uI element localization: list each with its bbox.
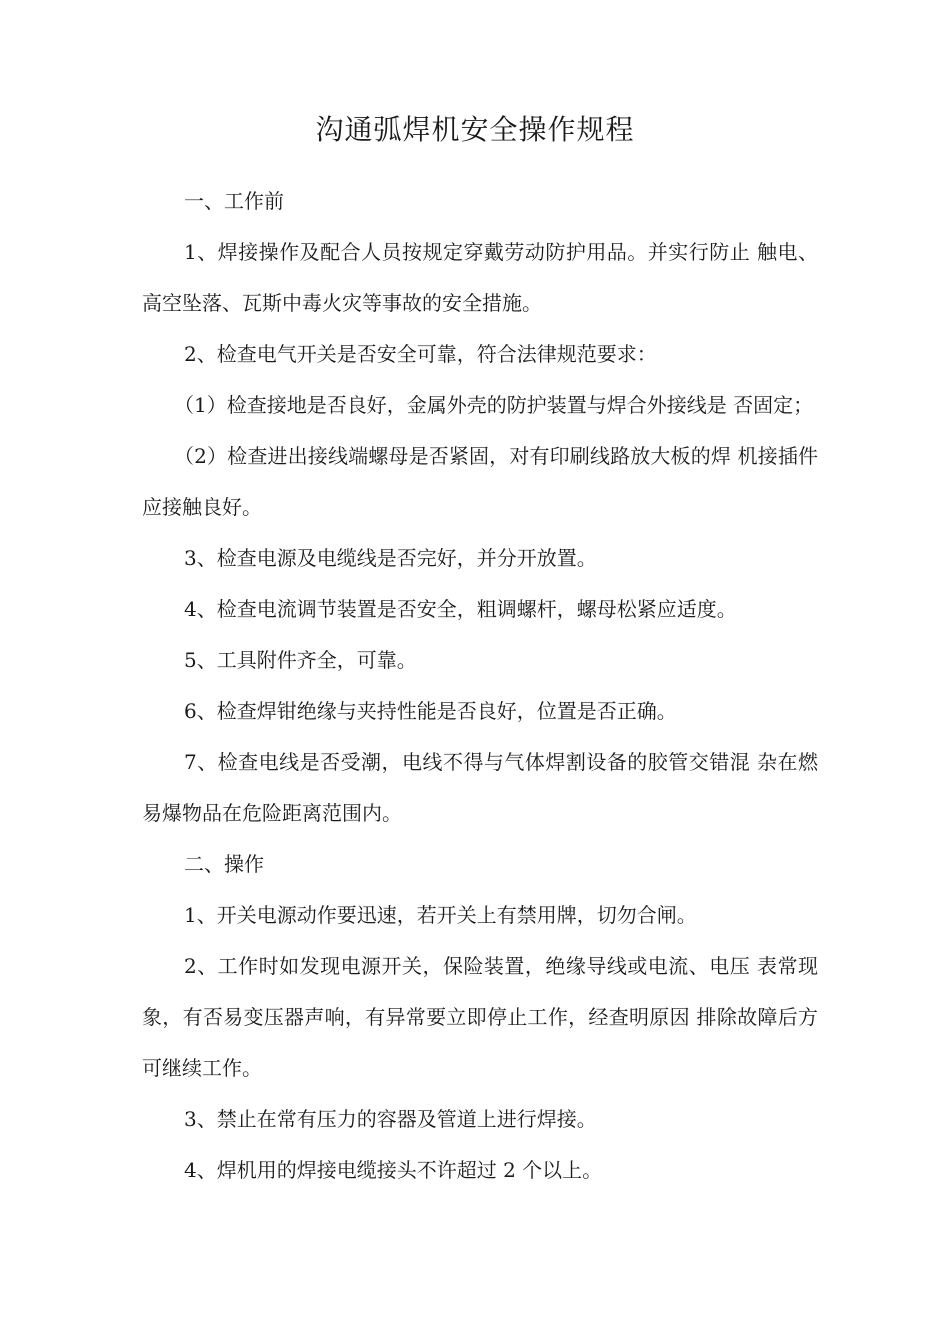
page-title: 沟通弧焊机安全操作规程 (315, 113, 635, 146)
section-heading-before-work: 一、工作前 (184, 189, 284, 213)
paragraph-item-7: 7、检查电线是否受潮，电线不得与气体焊割设备的胶管交错混 杂在燃易爆物品在危险距离范围内。 (142, 750, 818, 825)
document-body (142, 176, 818, 1196)
paragraph-op-item-2: 2、工作时如发现电源开关，保险装置，绝缘导线或电流、电压 表常现象，有否易变压器声响，有异常要立即停止工作，经查明原因 排除故障后方可继续工作。 (142, 954, 818, 1080)
section-heading-operation: 二、操作 (184, 852, 264, 876)
paragraph-item-4: 4、检查电流调节装置是否安全，粗调螺杆，螺母松紧应适度。 (184, 597, 737, 621)
paragraph-op-item-4: 4、焊机用的焊接电缆接头不许超过 2 个以上。 (184, 1158, 603, 1182)
paragraph-item-2: 2、检查电气开关是否安全可靠，符合法律规范要求： (184, 342, 657, 366)
paragraph-op-item-1: 1、开关电源动作要迅速，若开关上有禁用牌，切勿合闸。 (184, 903, 697, 927)
paragraph-item-5: 5、工具附件齐全，可靠。 (184, 648, 417, 672)
paragraph-item-1: 1、焊接操作及配合人员按规定穿戴劳动防护用品。并实行防止 触电、高空坠落、瓦斯中毒火灾等事故的安全措施。 (142, 240, 818, 315)
paragraph-item-6: 6、检查焊钳绝缘与夹持性能是否良好，位置是否正确。 (184, 699, 677, 723)
paragraph-subitem-2: （2）检查进出接线端螺母是否紧固，对有印刷线路放大板的焊 机接插件应接触良好。 (142, 444, 818, 519)
paragraph-op-item-3: 3、禁止在常有压力的容器及管道上进行焊接。 (184, 1107, 597, 1131)
paragraph-item-3: 3、检查电源及电缆线是否完好，并分开放置。 (184, 546, 597, 570)
paragraph-subitem-1: （1）检查接地是否良好，金属外壳的防护装置与焊合外接线是 否固定； (174, 393, 814, 417)
